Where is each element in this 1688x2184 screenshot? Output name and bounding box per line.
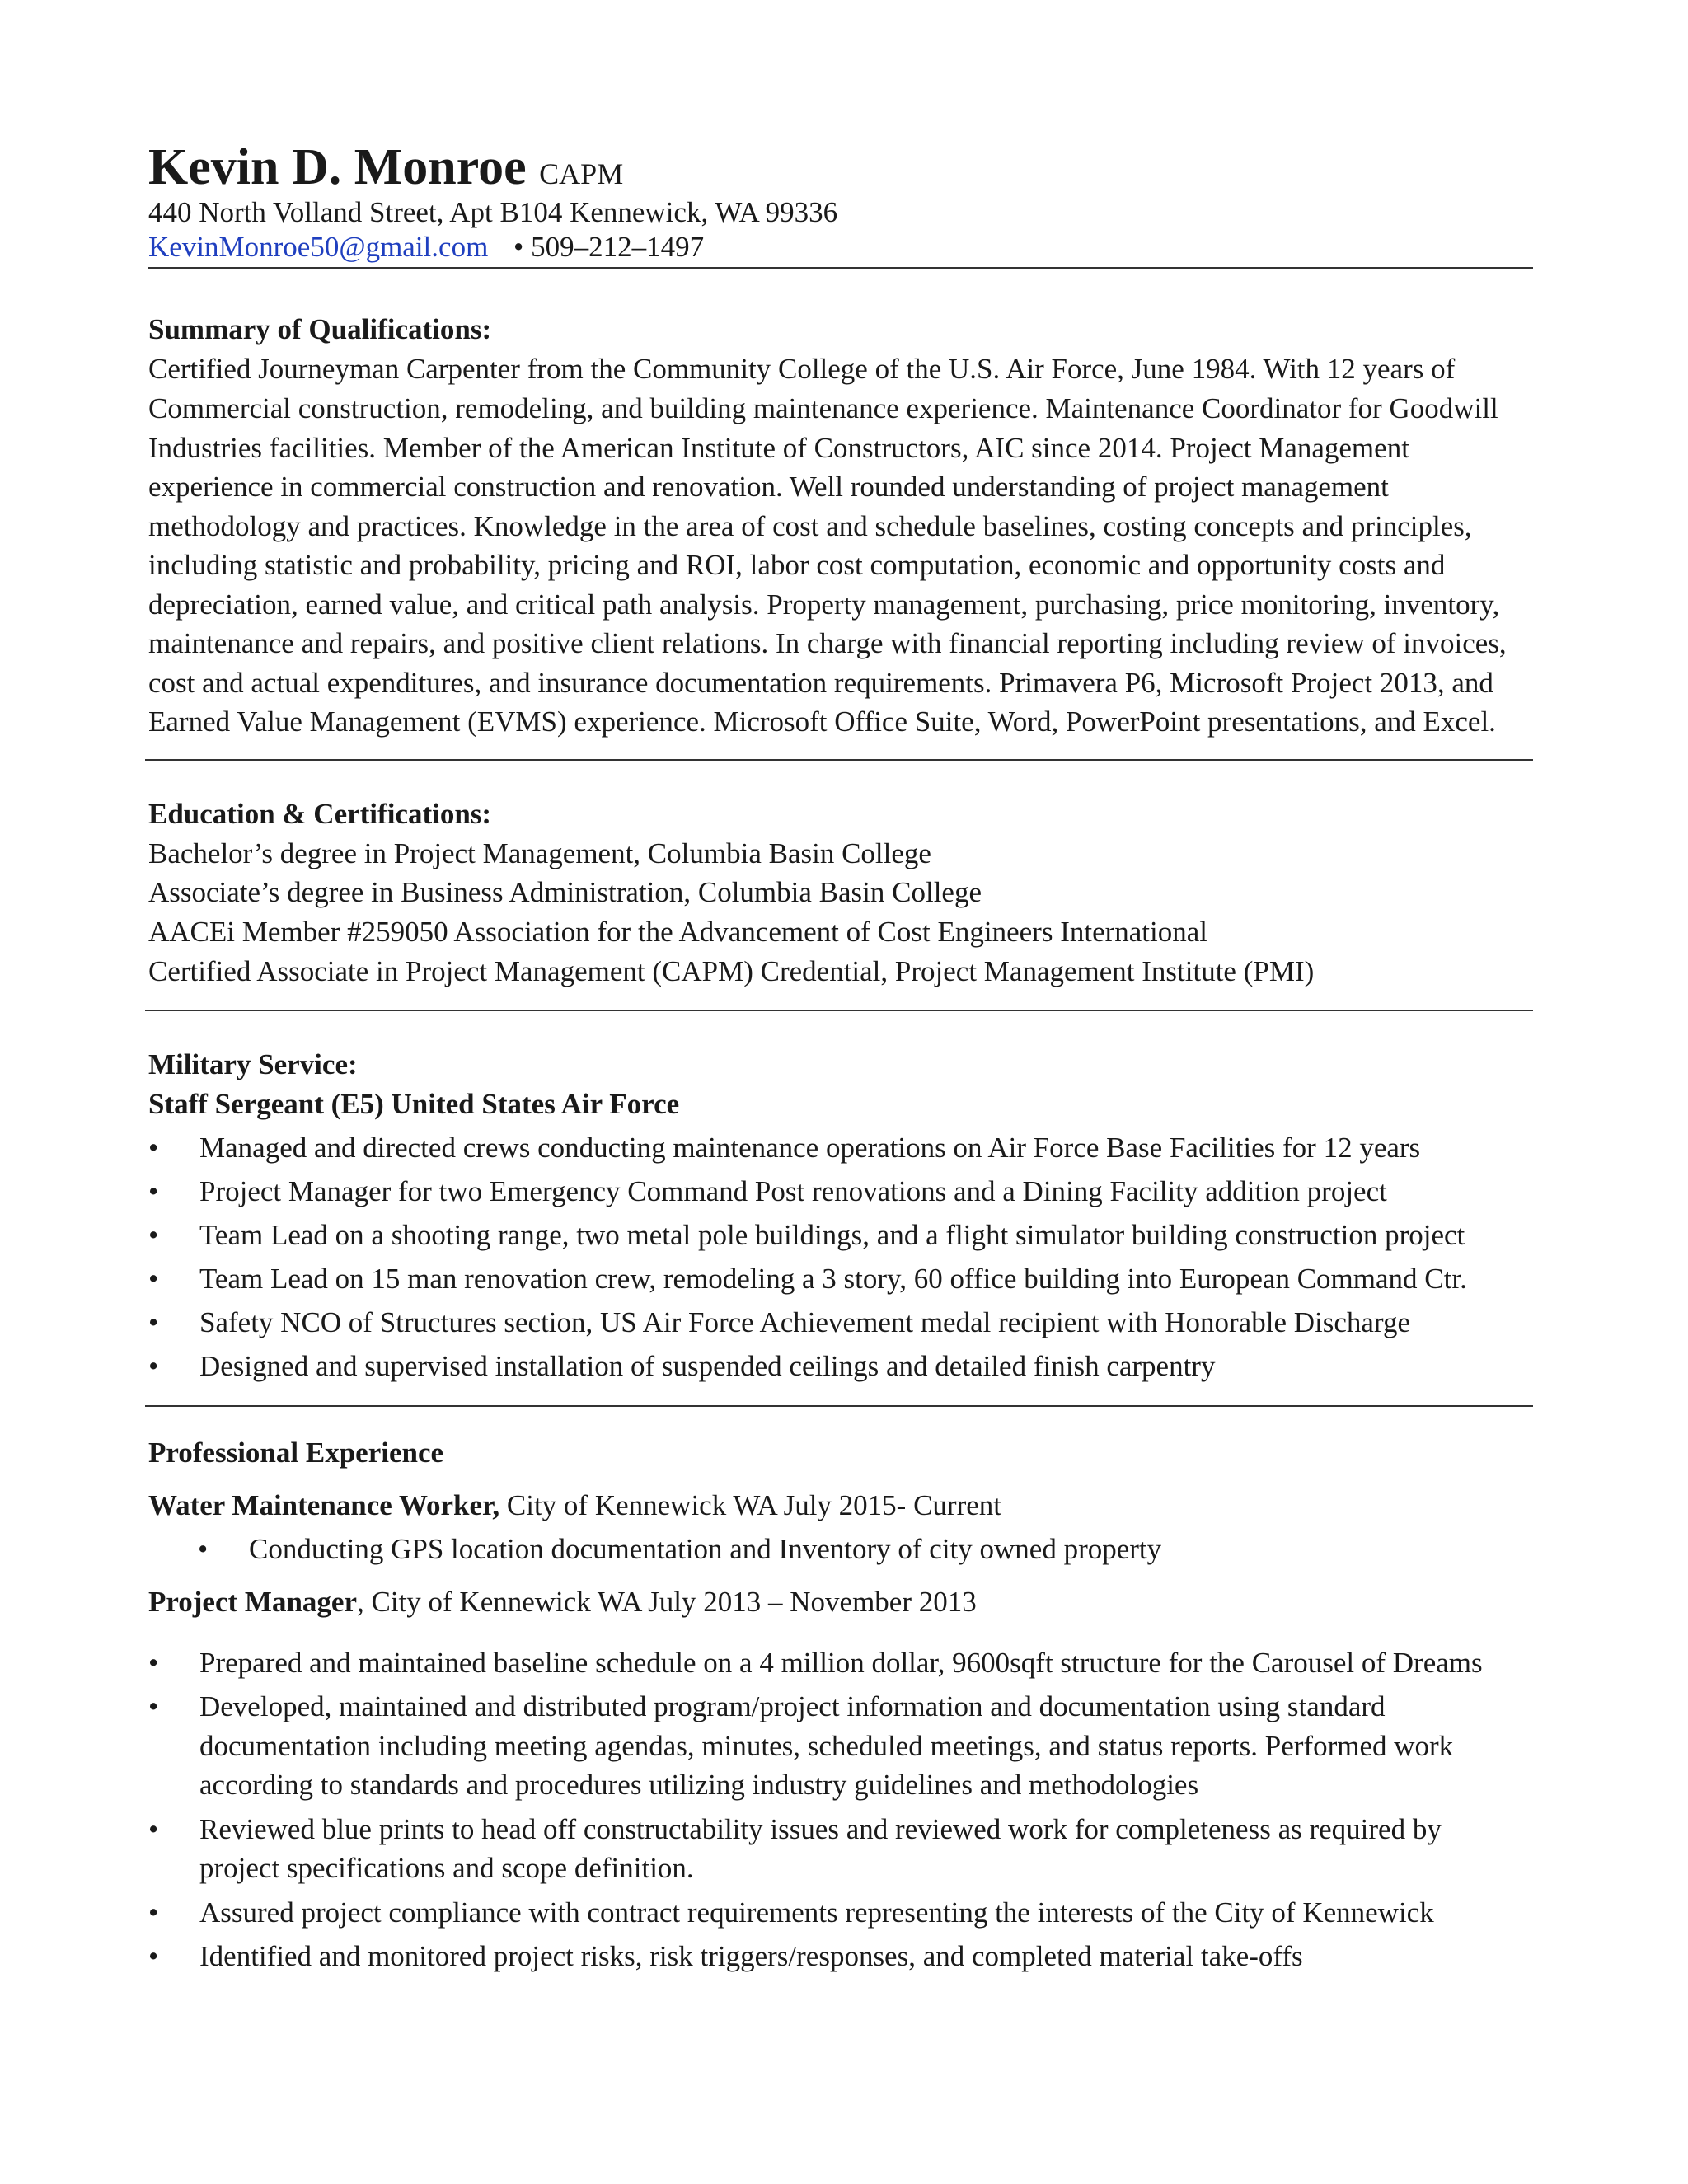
- credential-badge: CAPM: [539, 157, 624, 190]
- military-heading: Military Service:: [148, 1048, 358, 1080]
- job-header: [148, 1486, 1001, 1526]
- bullet-icon: •: [148, 1940, 159, 1972]
- separator-dot: •: [513, 231, 524, 263]
- military-divider: [145, 1405, 1533, 1407]
- bullet-icon: •: [148, 1132, 159, 1164]
- summary-line: methodology and practices. Knowledge in the area of cost and schedule baselines, costing concepts and principles,: [148, 510, 1472, 542]
- bullet-icon: •: [148, 1690, 159, 1722]
- bullet-icon: •: [148, 1813, 159, 1845]
- job-detail: , City of Kennewick WA July 2013 – November 2013: [356, 1586, 977, 1618]
- bullet-icon: •: [148, 1896, 159, 1929]
- phone-number: 509–212–1497: [531, 231, 705, 263]
- summary-line: including statistic and probability, pricing and ROI, labor cost computation, economic and opportunity costs and: [148, 549, 1446, 581]
- summary-line: Commercial construction, remodeling, and building maintenance experience. Maintenance Coordinator for Goodwill: [148, 392, 1498, 424]
- education-item: AACEi Member #259050 Association for the Advancement of Cost Engineers International: [148, 916, 1208, 948]
- summary-heading: Summary of Qualifications:: [148, 313, 492, 345]
- job-title: Project Manager: [148, 1586, 357, 1618]
- bullet-icon: •: [148, 1219, 159, 1251]
- summary-line: Earned Value Management (EVMS) experience. Microsoft Office Suite, Word, PowerPoint presentations, and Excel.: [148, 705, 1496, 738]
- education-item: Certified Associate in Project Management (CAPM) Credential, Project Management Institute (PMI): [148, 955, 1315, 987]
- contact-line: [148, 227, 704, 267]
- education-divider: [145, 1010, 1533, 1011]
- summary-line: maintenance and repairs, and positive client relations. In charge with financial reporting including review of invoices,: [148, 627, 1507, 659]
- job-header: [148, 1582, 977, 1622]
- summary-line: cost and actual expenditures, and insurance documentation requirements. Primavera P6, Microsoft Project 2013, and: [148, 667, 1493, 699]
- bullet-icon: •: [148, 1263, 159, 1295]
- bullet-icon: •: [198, 1533, 209, 1565]
- bullet-icon: •: [148, 1175, 159, 1207]
- education-item: Associate’s degree in Business Administration, Columbia Basin College: [148, 876, 982, 908]
- bullet-icon: •: [148, 1350, 159, 1382]
- bullet-icon: •: [148, 1647, 159, 1679]
- job-detail: City of Kennewick WA July 2015- Current: [499, 1489, 1001, 1521]
- name-text: Kevin D. Monroe: [148, 139, 527, 195]
- header-divider: [148, 267, 1533, 269]
- summary-line: experience in commercial construction and renovation. Well rounded understanding of project management: [148, 471, 1389, 503]
- experience-heading: Professional Experience: [148, 1436, 444, 1469]
- education-item: Bachelor’s degree in Project Management, Columbia Basin College: [148, 837, 931, 869]
- email-link[interactable]: KevinMonroe50@gmail.com: [148, 231, 489, 263]
- education-heading: Education & Certifications:: [148, 798, 492, 830]
- military-rank: Staff Sergeant (E5) United States Air Force: [148, 1088, 680, 1120]
- summary-line: depreciation, earned value, and critical path analysis. Property management, purchasing, price monitoring, inventory,: [148, 588, 1500, 621]
- summary-divider: [145, 759, 1533, 761]
- summary-line: Industries facilities. Member of the American Institute of Constructors, AIC since 2014. Project Management: [148, 432, 1409, 464]
- job-title: Water Maintenance Worker,: [148, 1489, 500, 1521]
- bullet-icon: •: [148, 1306, 159, 1338]
- address: 440 North Volland Street, Apt B104 Kennewick, WA 99336: [148, 196, 838, 228]
- resume-page: Kevin D. Monroe CAPM 440 North Volland Street, Apt B104 Kennewick, WA 99336 KevinMonroe50@gmail.com • 509–212–1497 Summary of Qualifications: Certified Journeyman Carpenter from the Community College of the U.S. Air Force, June 1984. With 12 years of Commercial construction, remodeling, and building maintenance experience. Maintenance Coordinator for Goodwill Industries facilities. Member of the American Institute of Constructors, AIC since 2014. Project Management experience in commercial construction and renovation. Well rounded understanding of project management methodology and practices. Knowledge in the area of cost and schedule baselines, costing concepts and principles, including statistic and probability, pricing and ROI, labor cost computation, economic and opportunity costs and depreciation, earned value, and critical path analysis. Property management, purchasing, price monitoring, inventory, maintenance and repairs, and positive client relations. In charge with financial reporting including review of invoices, cost and actual expenditures, and insurance documentation requirements. Primavera P6, Microsoft Project 2013, and Earned Value Management (EVMS) experience. Microsoft Office Suite, Word, PowerPoint presentations, and Excel. Education & Certifications: Bachelor’s degree in Project Management, Columbia Basin College Associate’s degree in Business Administration, Columbia Basin College AACEi Member #259050 Association for the Advancement of Cost Engineers International Certified Associate in Project Management (CAPM) Credential, Project Management Institute (PMI) Military Service: Staff Sergeant (E5) United States Air Force • Managed and directed crews conducting maintenance operations on Air Force Base Facilities for 12 years • Project Manager for two Emergency Command Post renovations and a Dining Facility addition project • Team Lead on a shooting range, two metal pole buildings, and a flight simulator building construction project • Team Lead on 15 man renovation crew, remodeling a 3 story, 60 office building into European Command Ctr. • Safety NCO of Structures section, US Air Force Achievement medal recipient with Honorable Discharge • Designed and supervised installation of suspended ceilings and detailed finish carpentry Professional Experience Water Maintenance Worker, City of Kennewick WA July 2015- Current • Conducting GPS location documentation and Inventory of city owned property Project Manager, City of Kennewick WA July 2013 – November 2013 • Prepared and maintained baseline schedule on a 4 million dollar, 9600sqft structure for the Carousel of Dreams • Developed, maintained and distributed program/project information and documentation using standard documentation including meeting agendas, minutes, scheduled meetings, and status reports. Performed work according to standards and procedures utilizing industry guidelines and methodologies • Reviewed blue prints to head off constructability issues and reviewed work for completeness as required by project specifications and scope definition. • Assured project compliance with contract requirements representing the interests of the City of Kennewick • Identified and monitored project risks, risk triggers/responses, and completed material take-offs: [0, 0, 1688, 2184]
- summary-line: Certified Journeyman Carpenter from the Community College of the U.S. Air Force, June 1984. With 12 years of: [148, 353, 1456, 385]
